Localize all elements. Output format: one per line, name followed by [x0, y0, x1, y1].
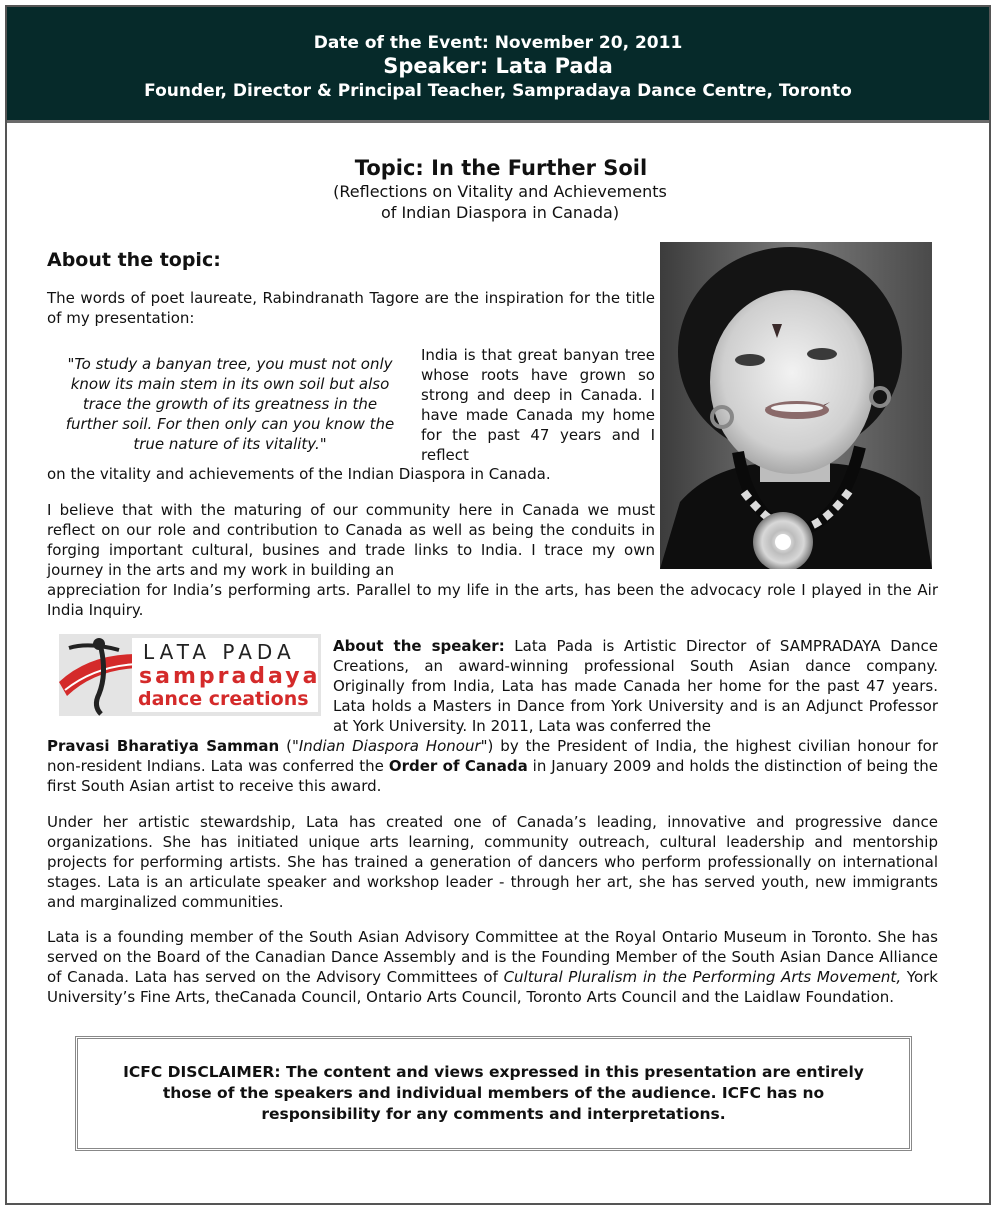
topic-subtitle-line2: of Indian Diaspora in Canada): [380, 203, 620, 222]
about-speaker-continued: Pravasi Bharatiya Samman ("Indian Diaspora Honour") by the President of India, the highest civilian honour for non-resident Indians. Lata was conferred the Order of Canada in January 2009 and holds the distinction of being the first South Asian artist to receive this award.: [47, 737, 939, 795]
banyan-paragraph-continued: on the vitality and achievements of the Indian Diaspora in Canada.: [47, 465, 551, 483]
award-pravasi: Pravasi Bharatiya Samman: [47, 737, 280, 755]
topic-title: Topic: In the Further Soil: [354, 156, 648, 180]
topic-subtitle: [0, 181, 1000, 223]
speaker-portrait-image: [660, 242, 932, 569]
speaker-name: Speaker: Lata Pada: [383, 54, 613, 78]
dancer-logo-icon: [59, 634, 139, 716]
believe-paragraph: I believe that with the maturing of our community here in Canada we must reflect on our role and contribution to Canada as well as being the conduits in forging important cultural, busines and trade links to India. I trace my own journey in the arts and my work in building an: [47, 501, 655, 579]
intro-paragraph: The words of poet laureate, Rabindranath Tagore are the inspiration for the title of my presentation:: [47, 289, 655, 327]
logo-sampradaya: sampradaya: [139, 664, 321, 689]
event-date: Date of the Event: November 20, 2011: [313, 33, 683, 53]
founding-paragraph: [47, 927, 938, 1007]
founding-text-end: York University’s Fine Arts, theCanada Council, Ontario Arts Council, Toronto Arts Council and the Laidlaw Foundation.: [47, 968, 938, 1006]
award-order-of-canada: Order of Canada: [388, 757, 528, 775]
founding-italic: Cultural Pluralism in the Performing Arts Movement,: [503, 968, 902, 986]
believe-paragraph-continued: appreciation for India’s performing arts. Parallel to my life in the arts, has been the advocacy role I played in the Air India Inquiry.: [47, 581, 938, 619]
about-speaker-paragraph: [333, 636, 938, 736]
stewardship-paragraph: Under her artistic stewardship, Lata has created one of Canada’s leading, innovative and progressive dance organizations. She has initiated unique arts learning, community outreach, cultural leadership and mentorship projects for performing artists. She has trained a generation of dancers who perform professionally on international stages. Lata is an articulate speaker and workshop leader - through her art, she has served youth, new immigrants and marginalized communities.: [47, 813, 938, 911]
about-speaker-text: Lata Pada is Artistic Director of SAMPRADAYA Dance Creations, an award-winning professional South Asian dance company. Originally from India, Lata has made Canada her home for the past 47 years. Lata holds a Masters in Dance from York University and is an Adjunct Professor at York University. In 2011, Lata was conferred the: [333, 637, 938, 735]
icfc-disclaimer: [75, 1036, 912, 1151]
sampradaya-logo: [59, 634, 321, 716]
banyan-paragraph: India is that great banyan tree whose roots have grown so strong and deep in Canada. I have made Canada my home for the past 47 years and I reflect: [421, 346, 655, 464]
tagore-quote: "To study a banyan tree, you must not only know its main stem in its own soil but also trace the growth of its greatness in the further soil. For then only can you know the true nature of its vitality.": [65, 355, 395, 453]
about-speaker-heading: About the speaker:: [333, 637, 505, 655]
event-header: [7, 7, 989, 123]
award-text: by the President of India, the highest civilian honour for non-resident Indians. Lata was conferred the: [47, 737, 939, 775]
founding-text: Lata is a founding member of the South Asian Advisory Committee at the Royal Ontario Museum in Toronto. She has served on the Board of the Canadian Dance Assembly and is the Founding Member of the South Asian Dance Alliance of Canada. Lata has served on the Advisory Committees of: [47, 928, 938, 986]
topic-subtitle-line1: (Reflections on Vitality and Achievements: [333, 182, 667, 201]
disclaimer-text: ICFC DISCLAIMER: The content and views expressed in this presentation are entirely those of the speakers and individual members of the audience. ICFC has no responsibility for any comments and interpretations.: [123, 1063, 864, 1123]
speaker-photo: [660, 242, 932, 569]
award-translation: "Indian Diaspora Honour": [291, 737, 488, 755]
logo-name: LATA PADA: [143, 640, 296, 664]
logo-dance-creations: dance creations: [138, 688, 309, 710]
about-topic-heading: About the topic:: [47, 249, 221, 271]
speaker-role: Founder, Director & Principal Teacher, Sampradaya Dance Centre, Toronto: [144, 81, 852, 101]
award-text-end: in January 2009 and holds the distinction of being the first South Asian artist to receive this award.: [47, 757, 938, 795]
